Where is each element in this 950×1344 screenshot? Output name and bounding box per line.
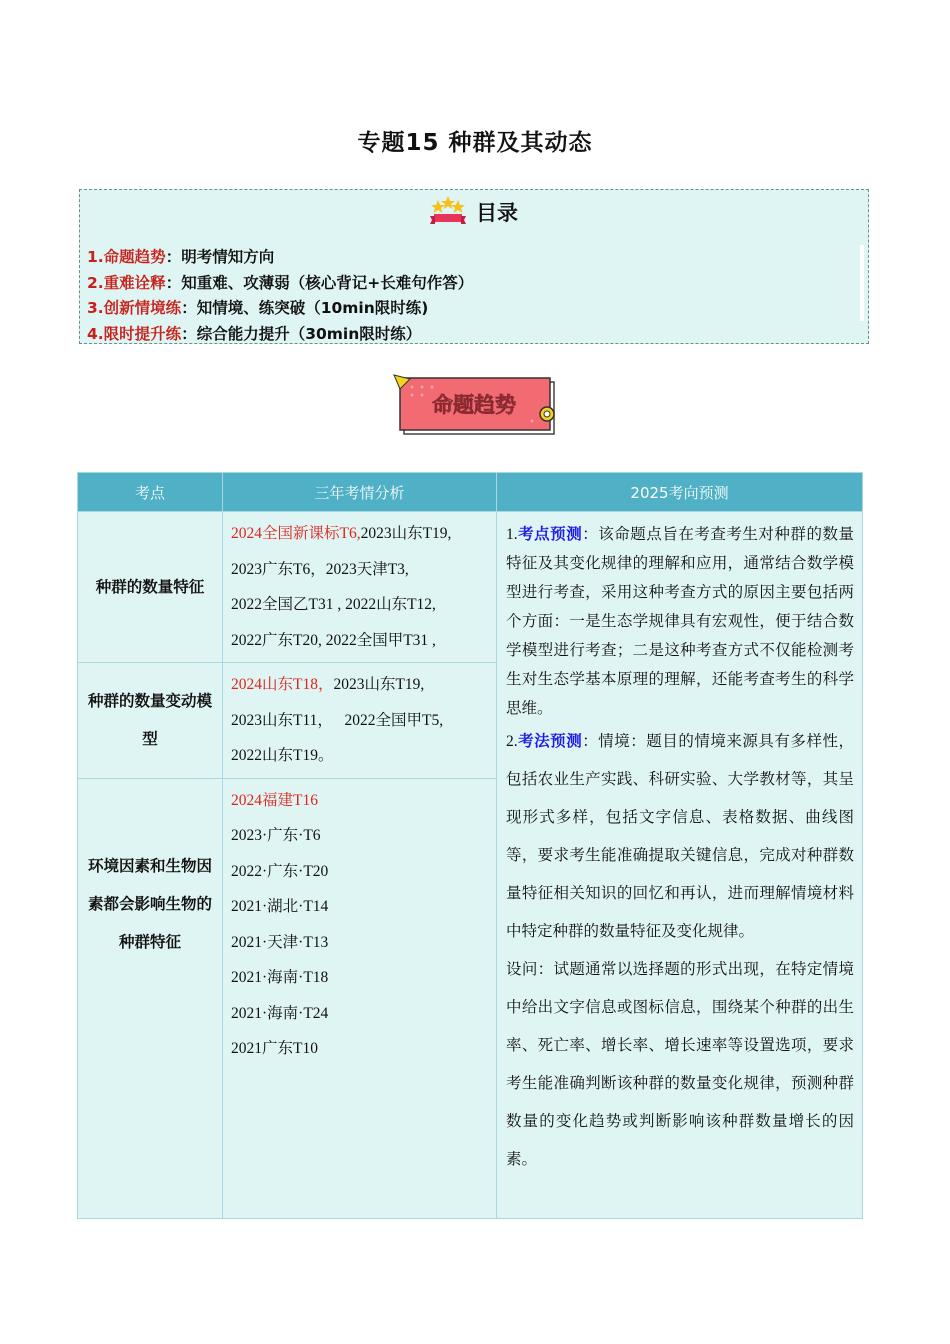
forecast-prefix: 2. <box>506 733 518 750</box>
exam-line <box>231 1031 488 1067</box>
forecast-paragraph <box>506 520 854 723</box>
exam-line <box>231 925 488 961</box>
crown-ribbon-icon <box>430 196 466 228</box>
toc-item-description: 知情境、练突破（10min限时练) <box>196 299 429 317</box>
exam-highlight: 2024全国新课标T6, <box>231 525 361 542</box>
forecast-text: ：该命题点旨在考查考生对种群的数量特征及其变化规律的理解和应用，通常结合数学模型进行考查，采用这种考查方式的原因主要包括两个方面：一是生态学规律具有宏观性，便于结合数学模型进行考查；二是这种考查方式不仅能检测考生对生态学基本原理的理解，还能考查考生的科学思维。 <box>506 526 854 717</box>
exam-line <box>231 738 488 774</box>
forecast-paragraph <box>506 723 854 951</box>
toc-item-number: 4.限时提升练 <box>87 324 182 343</box>
forecast-keyword: 考点预测 <box>517 526 583 543</box>
toc-item-separator: ： <box>165 248 182 266</box>
toc-item[interactable] <box>87 271 473 297</box>
toc-item-separator: ： <box>165 273 182 292</box>
toc-item-number: 3.创新情境练 <box>87 299 182 317</box>
toc-item[interactable] <box>87 322 473 348</box>
page-title: 专题15 种群及其动态 <box>357 130 593 156</box>
exam-line <box>231 552 488 588</box>
exam-text: 2023山东T19, <box>360 525 452 542</box>
table-row <box>78 512 863 663</box>
toc-item-separator: ： <box>181 299 197 317</box>
toc-item-separator: ： <box>181 324 197 343</box>
toc-item-description: 知重难、攻薄弱（核心背记+长难句作答） <box>181 273 474 292</box>
exam-text: 2022广东T20, 2022全国甲T31 , <box>231 631 436 649</box>
exam-text: 2021广东T10 <box>231 1040 318 1057</box>
topic-cell: 种群的数量特征 <box>78 512 223 663</box>
exam-list-cell <box>223 512 497 663</box>
toc-item-description: 综合能力提升（30min限时练） <box>196 324 422 343</box>
forecast-text: ：情境：题目的情境来源具有多样性，包括农业生产实践、科研实验、大学教材等，其呈现形式多样，包括文字信息、表格数据、曲线图等，要求考生能准确提取关键信息，完成对种群数量特征相关知识的回忆和再认，进而理解情境材料中特定种群的数量特征及变化规律。 <box>506 733 854 940</box>
exam-text: 2022·广东·T20 <box>231 862 329 880</box>
toc-item[interactable] <box>87 296 473 322</box>
column-header: 考点 <box>78 473 223 512</box>
exam-text: 2023山东T19, <box>333 676 425 693</box>
exam-text: 2022全国乙T31 , 2022山东T12, <box>231 596 436 613</box>
exam-line <box>231 623 488 659</box>
table-header-row <box>78 473 863 512</box>
exam-text: 2021·海南·T24 <box>231 1004 329 1022</box>
toc-item-number: 2.重难诠释 <box>87 273 166 292</box>
exam-text: 2023山东T11， 2022全国甲T5, <box>231 711 444 729</box>
exam-text: 2021·天津·T13 <box>231 933 329 951</box>
exam-line <box>231 667 488 703</box>
toc-edge-bar <box>860 245 864 321</box>
column-header: 三年考情分析 <box>223 473 497 512</box>
exam-line <box>231 889 488 925</box>
toc-item-description: 明考情知方向 <box>181 248 275 266</box>
forecast-prefix: 1. <box>506 526 518 543</box>
exam-text: 2023·广东·T6 <box>231 827 321 844</box>
toc-heading <box>80 196 868 236</box>
forecast-keyword: 考法预测 <box>517 733 583 750</box>
forecast-cell <box>497 512 863 1219</box>
exam-highlight: 2024山东T18， <box>231 676 334 693</box>
toc-list <box>87 245 473 347</box>
exam-line <box>231 587 488 623</box>
exam-text: 2023广东T6，2023天津T3, <box>231 560 409 578</box>
exam-highlight: 2024福建T16 <box>231 791 318 809</box>
section-banner <box>392 373 558 437</box>
column-header: 2025考向预测 <box>497 473 863 512</box>
toc-heading-label: 目录 <box>476 201 518 225</box>
exam-line <box>231 960 488 996</box>
topic-cell: 环境因素和生物因素都会影响生物的种群特征 <box>78 778 223 1218</box>
topic-cell: 种群的数量变动模型 <box>78 663 223 779</box>
exam-line <box>231 783 488 819</box>
toc-item[interactable] <box>87 245 473 271</box>
exam-line <box>231 854 488 890</box>
exam-line <box>231 996 488 1032</box>
exam-text: 2021·海南·T18 <box>231 969 329 986</box>
exam-text: 2022山东T19。 <box>231 747 334 764</box>
section-banner-label: 命题趋势 <box>432 393 516 417</box>
exam-line <box>231 516 488 552</box>
exam-line <box>231 818 488 854</box>
exam-list-cell <box>223 663 497 779</box>
exam-list-cell <box>223 778 497 1218</box>
table-of-contents <box>79 189 869 344</box>
toc-item-number: 1.命题趋势 <box>87 248 166 266</box>
exam-analysis-table <box>77 472 863 1219</box>
exam-line <box>231 703 488 739</box>
forecast-paragraph: 设问：试题通常以选择题的形式出现，在特定情境中给出文字信息或图标信息，围绕某个种群的出生率、死亡率、增长率、增长速率等设置选项，要求考生能准确判断该种群的数量变化规律，预测种群数量的变化趋势或判断影响该种群数量增长的因素。 <box>506 961 854 1168</box>
exam-text: 2021·湖北·T14 <box>231 898 329 915</box>
